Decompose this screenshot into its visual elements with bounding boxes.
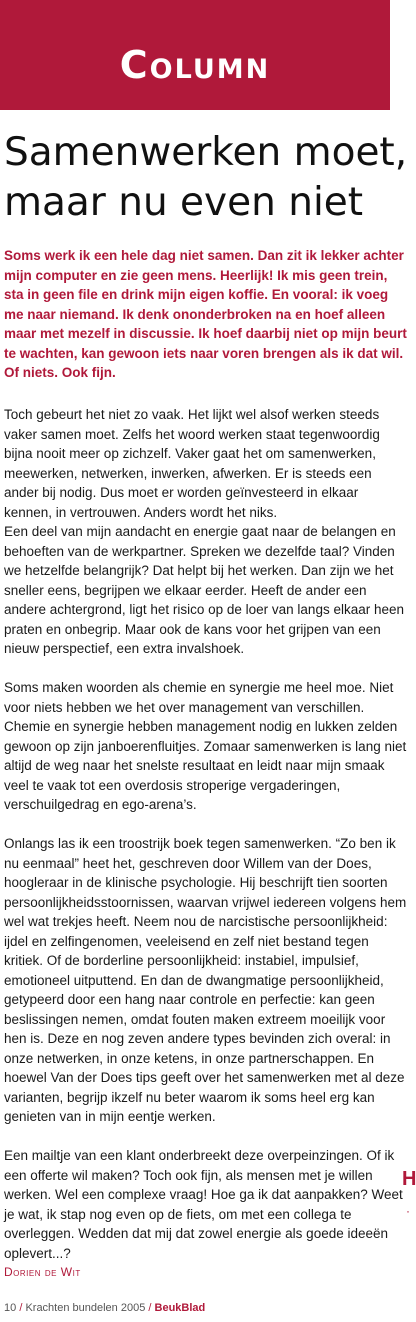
column-banner — [0, 0, 390, 110]
body-paragraph: Toch gebeurt het niet zo vaak. Het lijkt wel alsof werken steeds vaker samen moet. Zelfs het woord werken staat tegenwoordig bijna nooit meer op zichzelf. Vaker gaat het om samenwerken, meewerken, netwerken, inwerken, afwerken. Er is steeds een ander bij nodig. Dus moet er worden geïnvesteerd in elkaar kennen, in vertrouwen. Anders wordt het niks. — [4, 407, 380, 520]
article-lead: Soms werk ik een hele dag niet samen. Dan zit ik lekker achter mijn computer en zie geen mens. Heerlijk! Ik mis geen trein, sta in geen file en drink mijn eigen koffie. En vooral: ik voeg me naar niemand. Ik denk ononderbroken na en hoef alleen maar met mezelf in discussie. Ik hoef daarbij niet op mijn beurt te wachten, kan gewoon iets naar voren brengen als ik dat wil. Of niets. Ook fijn. — [4, 248, 407, 380]
edge-letter-fragment: H — [402, 1168, 416, 1190]
page-footer — [4, 1302, 205, 1314]
footer-separator: / — [148, 1302, 152, 1314]
body-paragraph: Soms maken woorden als chemie en synergie me heel moe. Niet voor niets hebben we het over management van verschillen. Chemie en synergie hebben management nodig en lukken zelden gewoon op zijn janboerenfluitjes. Zomaar samenwerken is lang niet altijd de weg naar het snelste resultaat en leidt naar mijn smaak veel te vaak tot een overdosis stroperige vergaderingen, verschuilgedrag en ego-arena’s. — [4, 680, 407, 812]
publication-title: Krachten bundelen 2005 — [25, 1302, 146, 1314]
page-number: 10 — [4, 1302, 17, 1314]
article-headline: Samenwerken moet, maar nu even niet — [4, 130, 408, 225]
body-paragraph: Een mailtje van een klant onderbreekt deze overpeinzingen. Of ik een offerte wil maken? Toch ook fijn, als mensen met je willen werken. Wel een complexe vraag! Hoe ga ik dat aanpakken? Weet je wat, ik stap nog even op de fiets, om met een collega te overleggen. Wedden dat mij dat zowel energie als goede ideeën oplevert...? — [4, 1148, 403, 1261]
footer-separator: / — [19, 1302, 23, 1314]
body-paragraph: Onlangs las ik een troostrijk boek tegen samenwerken. “Zo ben ik nu eenmaal” heet het, geschreven door Willem van der Does, hoogleraar in de klinische psychologie. Hij beschrijft tien soorten persoonlijkheidsstoornissen, waarvan vrijwel iedereen volgens hem wel wat trekjes heeft. Neem nou de narcistische persoonlijkheid: ijdel en zelfingenomen, veeleisend en zelf niet bestand tegen kritiek. Of de borderline persoonlijkheid: instabiel, impulsief, emotioneel uitputtend. En dan de dwangmatige persoonlijkheid, getypeerd door een hang naar controle en perfectie: kan geen beslissingen nemen, omdat fouten maken extreem moeilijk voor hen is. Deze en nog zeven andere types bevinden zich overal: in onze netwerken, in onze ketens, in onze partnerschappen. En hoewel Van der Does tips geeft over het samenwerken met al deze varianten, begrijp ikzelf nu beter waarom ik soms heel erg kan genieten van in mijn eentje werken. — [4, 836, 407, 1124]
article-body — [4, 405, 408, 1263]
edge-mark-dot: · — [406, 1204, 410, 1218]
body-paragraph: Een deel van mijn aandacht en energie gaat naar de belangen en behoeften van de werkpartner. Spreken we dezelfde taal? Vinden we hetzelfde belangrijk? Dat helpt bij het werken. Dan zijn we het sneller eens, begrijpen we elkaar eerder. Heeft de ander een andere achtergrond, ligt het risico op de loer van langs elkaar heen praten en onbegrip. Maar ook de kans voor het grijpen van een nieuw perspectief, een extra invalshoek. — [4, 524, 405, 656]
author-byline: Dorien de Wit — [4, 1265, 81, 1279]
banner-title: Column — [119, 43, 271, 87]
brand-name: BeukBlad — [154, 1302, 206, 1314]
